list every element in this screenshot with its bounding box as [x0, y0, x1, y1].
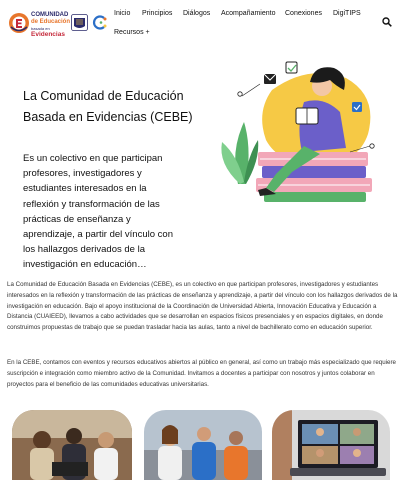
search-icon[interactable]: [382, 17, 392, 27]
classroom-group-photo[interactable]: [144, 410, 262, 480]
site-header: [0, 0, 404, 40]
nav-item-principios[interactable]: Principios: [142, 10, 173, 17]
invitation-paragraph: En la CEBE, contamos con eventos y recursos educativos abiertos al público en general, así como un trabajo más especializado que requiere suscripción e integración como miembro activo de la Comunidad. Invitamos a docentes a participar con nosotros y juntos colaborar en proyectos para el beneficio de las comunidades educativas universitarias.: [7, 359, 396, 388]
unam-seal-icon[interactable]: [71, 14, 88, 31]
students-at-laptop-photo[interactable]: [12, 410, 132, 480]
cebe-logo-icon: [8, 12, 30, 34]
hero-title: La Comunidad de Educación Basada en Evidencias (CEBE): [23, 89, 193, 124]
logo-line-4: Evidencias: [31, 31, 65, 38]
logo-line-2: de Educación: [31, 19, 71, 25]
nav-item-digitips[interactable]: DigiTIPS: [333, 10, 361, 17]
nav-item-recursos[interactable]: Recursos +: [114, 29, 150, 36]
cuaieed-logo-icon[interactable]: [92, 14, 108, 31]
nav-item-inicio[interactable]: Inicio: [114, 10, 131, 17]
woman-reading-on-books-illustration: [200, 56, 386, 206]
hero-description: Es un colectivo en que participan profesores, investigadores y estudiantes interesados en la reflexión y transformación de las prácticas de enseñanza y aprendizaje, a partir del vínculo con los hallazgos derivados de la investigación en educación…: [23, 153, 173, 271]
logo-text: [31, 12, 70, 38]
nav-item-conexiones[interactable]: Conexiones: [285, 10, 322, 17]
nav-item-dialogos[interactable]: Diálogos: [183, 10, 211, 17]
intro-paragraph: La Comunidad de Educación Basada en Evidencias (CEBE), es un colectivo en que participan profesores, investigadores y estudiantes interesados en la reflexión y transformación de las prácticas de enseñanza y aprendizaje, a partir del vínculo con los hallazgos derivados de la investigación en educación. Bajo el apoyo institucional de la Coordinación de Universidad Abierta, Innovación Educativa y Educación a Distancia (CUAIEED), llevamos a cabo actividades que se desarrollan en espacios físicos presenciales y en espacios digitales, en donde construimos propuestas de trabajo que se puedan trasladar hacia las aulas, tanto a nivel de bachillerato como en educación superior.: [7, 281, 398, 332]
cebe-logo[interactable]: [8, 10, 70, 36]
video-call-laptop-photo[interactable]: [272, 410, 390, 480]
logo-line-1: COMUNIDAD: [31, 12, 69, 18]
logo-line-3: basada en: [31, 26, 50, 31]
nav-item-acompanamiento[interactable]: Acompañamiento: [221, 10, 276, 17]
